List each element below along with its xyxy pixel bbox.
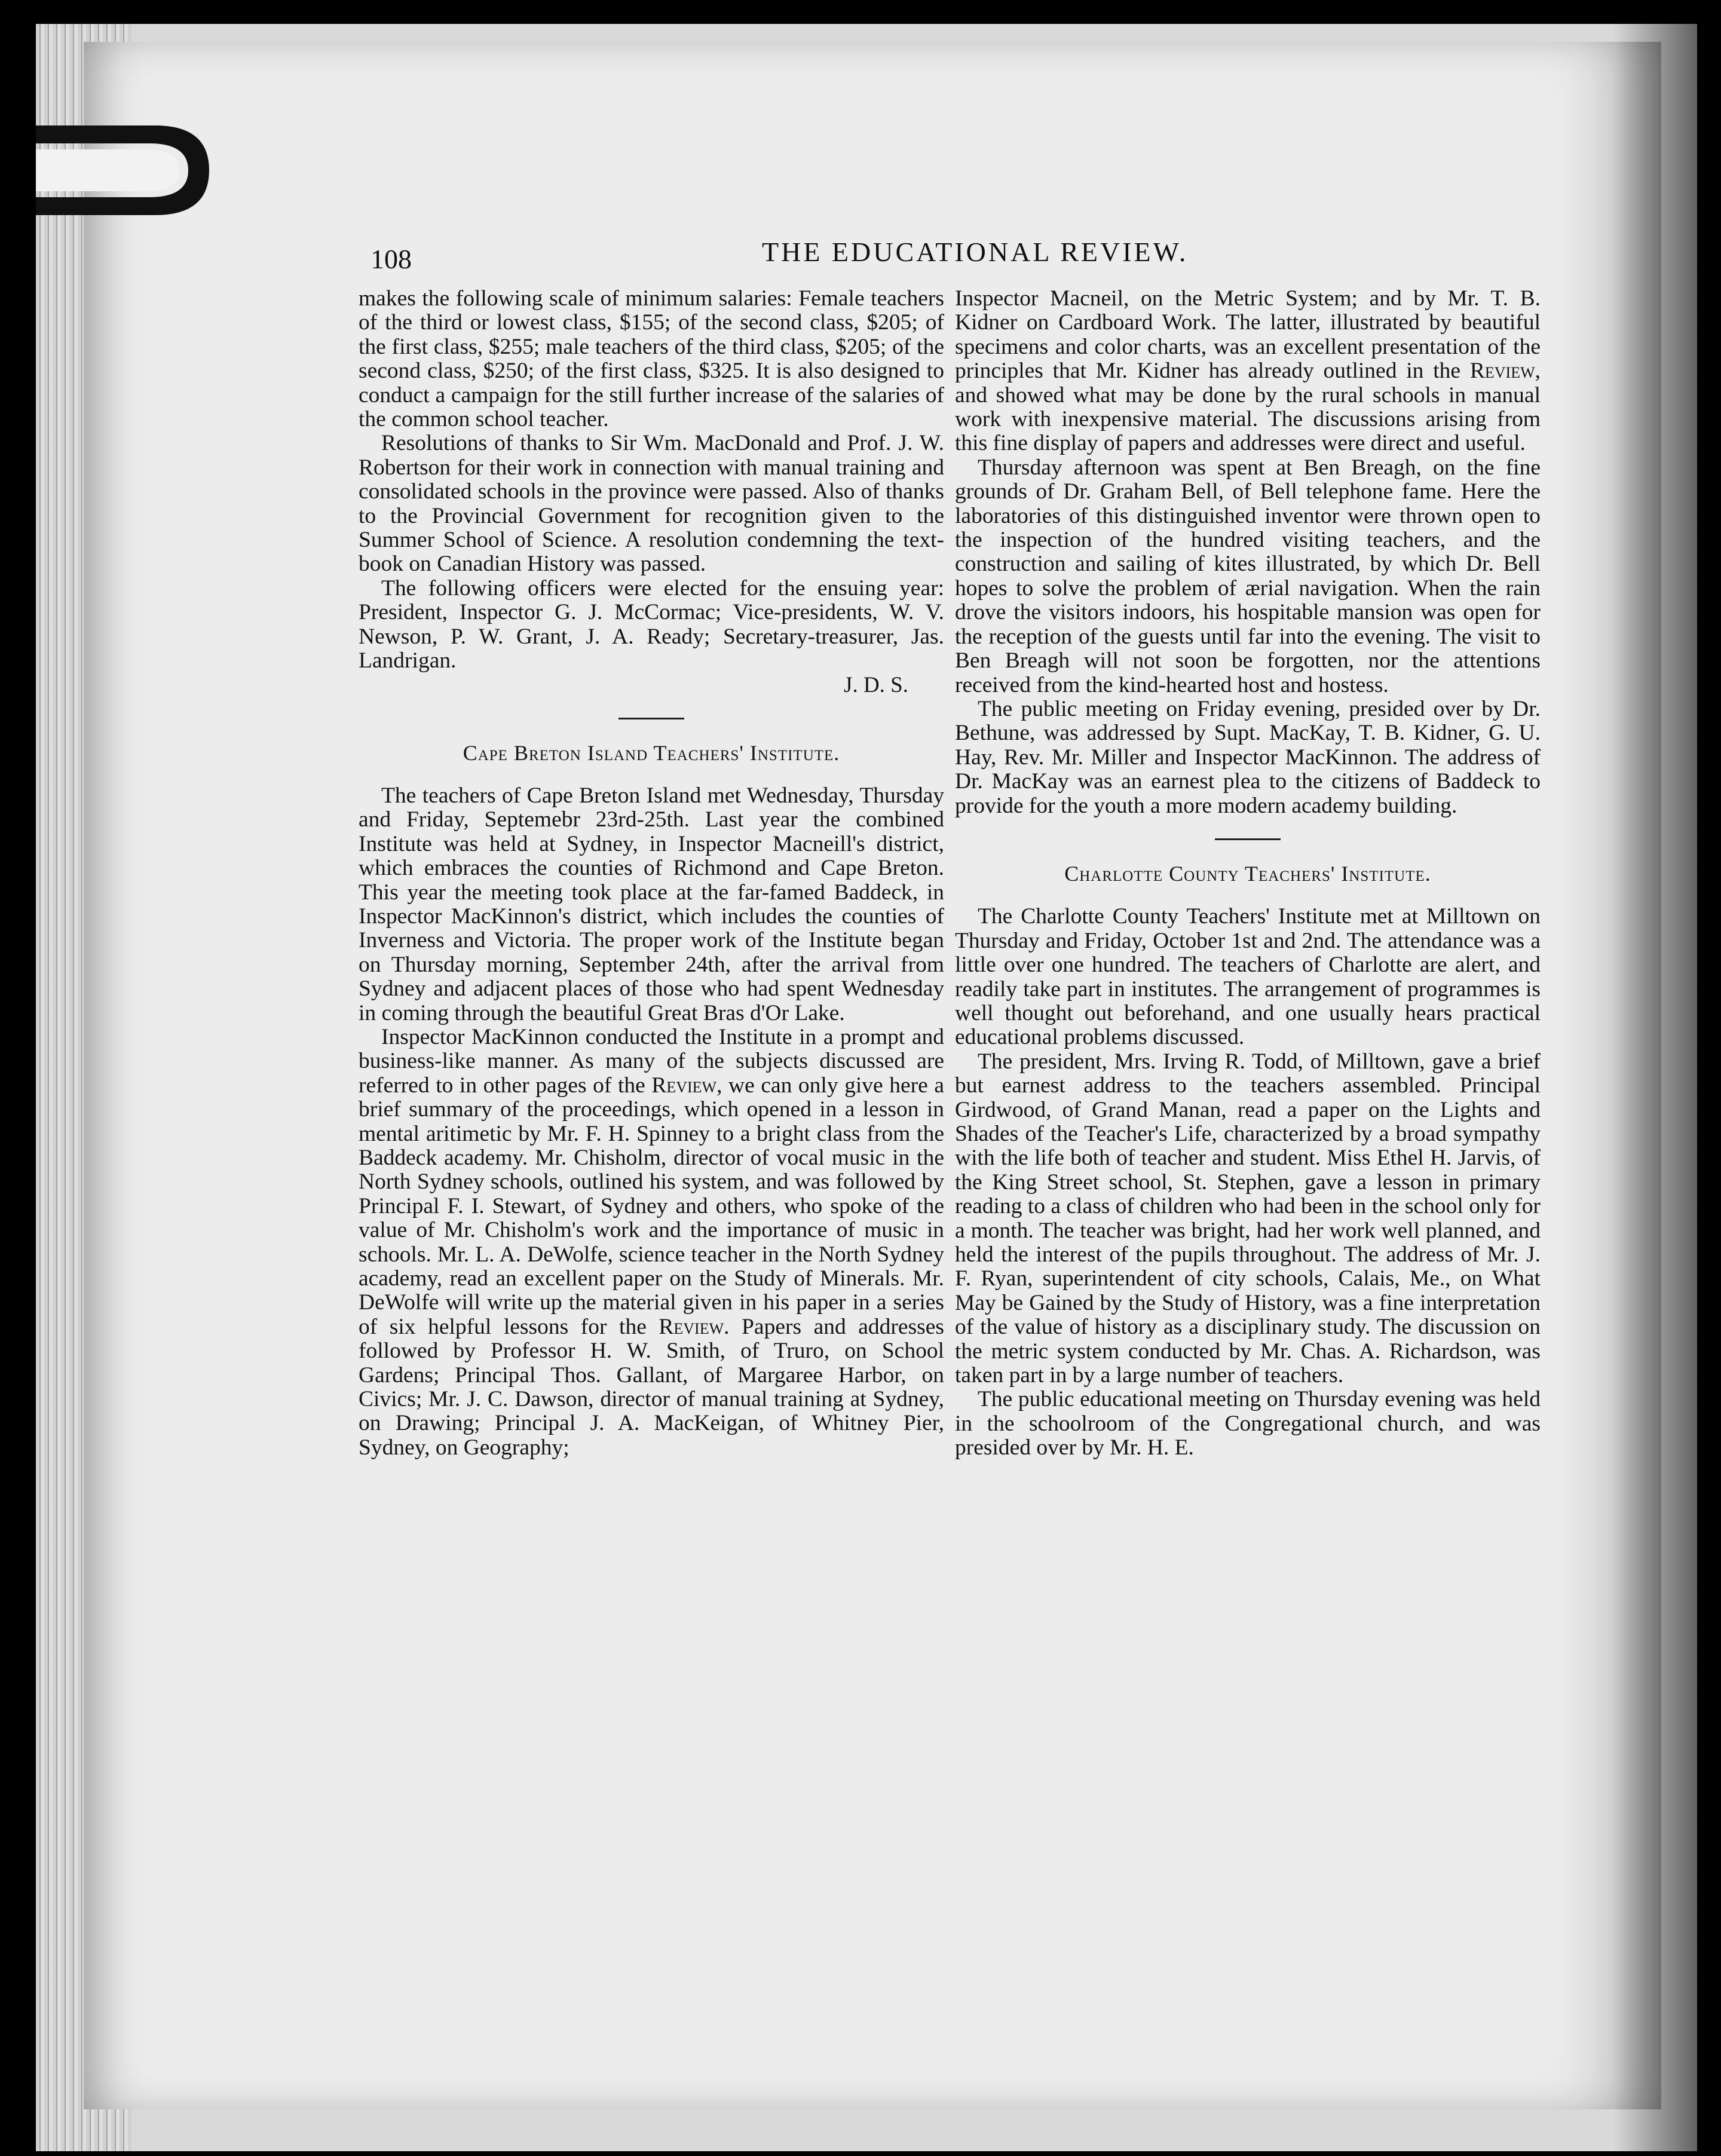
paragraph: The teachers of Cape Breton Island met Wednesday, Thursday and Friday, Septemebr 23rd-25th. Last year the combined Institute was held at Sydney, in Inspector Macneill's district, which embraces the counties of Richmond and Cape Breton. This year the meeting took place at the far-famed Baddeck, in Inspector MacKinnon's district, which includes the counties of Inverness and Victoria. The proper work of the Institute began on Thursday morning, September 24th, after the arrival from Sydney and adjacent places of those who had spent Wednesday in coming through the beautiful Great Bras d'Or Lake.: [359, 783, 944, 1025]
paragraph: [359, 1025, 944, 1460]
paragraph: The Charlotte County Teachers' Institute met at Milltown on Thursday and Friday, October 1st and 2nd. The attendance was a little over one hundred. The teachers of Charlotte are alert, and readily take part in institutes. The arrangement of programmes is well thought out beforehand, and one usually hears practical educational problems discussed.: [955, 904, 1541, 1050]
paragraph: Resolutions of thanks to Sir Wm. MacDonald and Prof. J. W. Robertson for their work in connection with manual training and consolidated schools in the province were passed. Also of thanks to the Provincial Government for recognition given to the Summer School of Science. A resolution condemning the text-book on Canadian History was passed.: [359, 431, 944, 577]
page-number: 108: [370, 244, 412, 274]
left-column: [359, 287, 944, 1460]
gutter-shadow: [1613, 24, 1697, 2151]
binder-clip-icon: [36, 102, 215, 239]
section-divider: [618, 718, 684, 719]
page-header: [370, 236, 1536, 278]
right-column: [955, 287, 1541, 1460]
running-title: THE EDUCATIONAL REVIEW.: [762, 237, 1189, 267]
paragraph: [955, 287, 1541, 456]
text-run: , and showed what may be done by the rural schools in manual work with inexpensive material. The discussions arising from this fine display of papers and addresses were direct and useful.: [955, 359, 1541, 456]
text-run: , we can only give here a brief summary of the proceedings, which opened in a lesson in mental aritimetic by Mr. F. H. Spinney to a bright class from the Baddeck academy. Mr. Chisholm, director of vocal music in the North Sydney schools, outlined his system, and was followed by Principal F. I. Stewart, of Sydney and others, who spoke of the value of Mr. Chisholm's work and the importance of music in schools. Mr. L. A. DeWolfe, science teacher in the North Sydney academy, read an excellent paper on the Study of Minerals. Mr. DeWolfe will write up the material given in his paper in a series of six helpful lessons for the: [359, 1073, 944, 1339]
review-title: Review: [651, 1073, 717, 1098]
paragraph: The public educational meeting on Thursday evening was held in the schoolroom of the Congregational church, and was presided over by Mr. H. E.: [955, 1387, 1541, 1460]
text-run: Inspector MacKinnon conducted the Institute in a prompt and business-like manner. As many of the subjects discussed are referred to in other pages of the: [359, 1024, 944, 1098]
section-heading: Cape Breton Island Teachers' Institute.: [463, 740, 840, 765]
paragraph: The public meeting on Friday evening, presided over by Dr. Bethune, was addressed by Supt. MacKay, T. B. Kidner, G. U. Hay, Rev. Mr. Miller and Inspector MacKinnon. The address of Dr. MacKay was an earnest plea to the citizens of Baddeck to provide for the youth a more modern academy building.: [955, 696, 1541, 818]
section-heading: Charlotte County Teachers' Institute.: [1064, 861, 1431, 886]
review-title: Review: [659, 1314, 724, 1339]
paragraph: makes the following scale of minimum salaries: Female teachers of the third or lowest class, $155; of the second class, $205; of the first class, $255; male teachers of the third class, $205; of the second class, $250; of the first class, $325. It is also designed to conduct a campaign for the still further increase of the salaries of the common school teacher.: [359, 286, 944, 432]
text-run: . Papers and addresses followed by Professor H. W. Smith, of Truro, on School Gardens; Principal Thos. Gallant, of Margaree Harbor, on Civics; Mr. J. C. Dawson, director of manual training at Sydney, on Drawing; Principal J. A. MacKeigan, of Whitney Pier, Sydney, on Geography;: [359, 1314, 944, 1460]
text-run: Inspector Macneil, on the Metric System; and by Mr. T. B. Kidner on Cardboard Work. The latter, illustrated by beautiful specimens and color charts, was an excellent presentation of the principles that Mr. Kidner has already outlined in the: [955, 286, 1541, 384]
signature: J. D. S.: [844, 672, 908, 697]
review-title: Review: [1469, 359, 1535, 384]
section-divider: [1215, 838, 1281, 840]
paragraph: The president, Mrs. Irving R. Todd, of Milltown, gave a brief but earnest address to the teachers assembled. Principal Girdwood, of Grand Manan, read a paper on the Lights and Shades of the Teacher's Life, characterized by a broad sympathy with the life both of teacher and student. Miss Ethel H. Jarvis, of the King Street school, St. Stephen, gave a lesson in primary reading to a class of children who had been in the school only for a month. The teacher was bright, had her work well planned, and held the interest of the pupils throughout. The address of Mr. J. F. Ryan, superintendent of city schools, Calais, Me., on What May be Gained by the Study of History, was a fine interpretation of the value of history as a disciplinary study. The discussion on the metric system conducted by Mr. Chas. A. Richardson, was taken part in by a large number of teachers.: [955, 1049, 1541, 1388]
paragraph: The following officers were elected for the ensuing year: President, Inspector G. J. McCormac; Vice-presidents, W. V. Newson, P. W. Grant, J. A. Ready; Secretary-treasurer, Jas. Landrigan.: [359, 575, 944, 673]
paragraph: Thursday afternoon was spent at Ben Breagh, on the fine grounds of Dr. Graham Bell, of Bell telephone fame. Here the laboratories of this distinguished inventor were thrown open to the inspection of the hundred visiting teachers, and the construction and sailing of kites illustrated, by which Dr. Bell hopes to solve the problem of ærial navigation. When the rain drove the visitors indoors, his hospitable mansion was open for the reception of the guests until far into the evening. The visit to Ben Breagh will not soon be forgotten, nor the attentions received from the kind-hearted host and hostess.: [955, 455, 1541, 697]
